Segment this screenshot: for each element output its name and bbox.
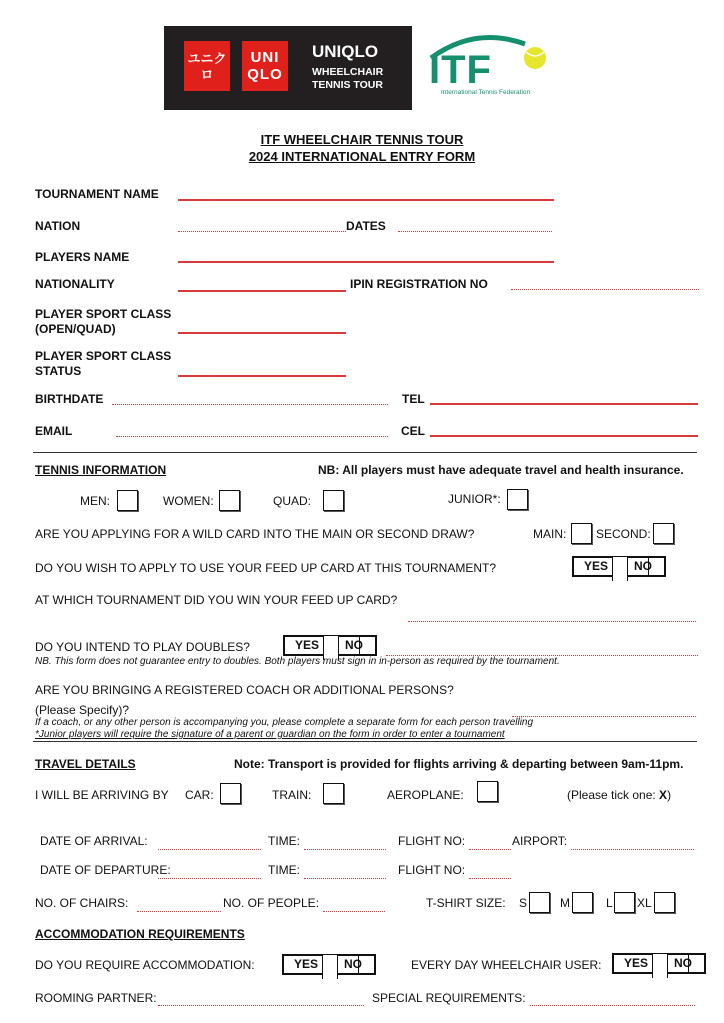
size-s-checkbox[interactable] <box>529 892 550 913</box>
tournament-name-field[interactable] <box>178 199 554 201</box>
main-label: MAIN: <box>533 527 567 541</box>
women-label: WOMEN: <box>163 494 214 508</box>
uniqlo-latin-mark: UNI QLO <box>242 41 288 91</box>
ipin-field[interactable] <box>511 289 699 290</box>
doubles-no-label: NO <box>345 638 363 652</box>
email-label: EMAIL <box>35 424 73 438</box>
quad-label: QUAD: <box>273 494 312 508</box>
specify-field[interactable] <box>512 716 696 717</box>
birthdate-label: BIRTHDATE <box>35 392 104 406</box>
special-requirements-field[interactable] <box>530 1005 695 1006</box>
itf-letters: ITF <box>429 48 492 92</box>
size-l-checkbox[interactable] <box>614 892 635 913</box>
arrival-flight-field[interactable] <box>469 849 511 850</box>
arrival-flight-label: FLIGHT NO: <box>398 834 466 848</box>
train-label: TRAIN: <box>272 788 312 802</box>
class-status-field[interactable] <box>178 375 346 377</box>
arrival-time-label: TIME: <box>268 834 300 848</box>
feedup-yes-checkbox[interactable] <box>612 557 628 581</box>
players-name-label: PLAYERS NAME <box>35 250 130 264</box>
dates-field[interactable] <box>398 231 552 232</box>
birthdate-field[interactable] <box>112 404 388 405</box>
feedup-yes-label: YES <box>584 559 609 573</box>
nationality-field[interactable] <box>178 290 346 292</box>
specify-label: (Please Specify)? <box>35 703 130 717</box>
date-departure-label: DATE OF DEPARTURE: <box>40 863 171 877</box>
tel-field[interactable] <box>430 403 698 405</box>
size-xl-label: XL <box>637 896 652 910</box>
doubles-note: NB. This form does not guarantee entry to doubles. Both players must sign in in-person as required by the tournament. <box>35 656 560 667</box>
second-label: SECOND: <box>596 527 651 541</box>
size-m-checkbox[interactable] <box>572 892 593 913</box>
junior-note: *Junior players will require the signature of a parent or guardian on the form in order to enter a tournament <box>35 729 505 740</box>
airport-label: AIRPORT: <box>512 834 568 848</box>
players-name-field[interactable] <box>178 261 554 263</box>
section-divider <box>33 741 697 742</box>
junior-checkbox[interactable] <box>507 489 528 510</box>
feedup-yes-no <box>572 556 666 577</box>
car-label: CAR: <box>185 788 214 802</box>
cel-label: CEL <box>401 424 425 438</box>
transport-note: Note: Transport is provided for flights arriving & departing between 9am-11pm. <box>234 757 684 771</box>
uniqlo-sub-text: WHEELCHAIR TENNIS TOUR <box>312 66 384 91</box>
doubles-yes-label: YES <box>295 638 320 652</box>
aeroplane-label: AEROPLANE: <box>387 788 464 802</box>
rooming-partner-field[interactable] <box>158 1005 364 1006</box>
itf-caption: International Tennis Federation <box>441 89 531 96</box>
tel-label: TEL <box>402 392 425 406</box>
aeroplane-checkbox[interactable] <box>477 781 498 802</box>
accommodation-yes-label: YES <box>294 957 319 971</box>
date-departure-field[interactable] <box>158 878 261 879</box>
sport-class-label: PLAYER SPORT CLASS (OPEN/QUAD) <box>35 307 172 336</box>
wheelchair-yes-no <box>612 953 706 974</box>
feedup-question: DO YOU WISH TO APPLY TO USE YOUR FEED UP CARD AT THIS TOURNAMENT? <box>35 561 497 575</box>
cel-field[interactable] <box>430 435 698 437</box>
wheelchair-yes-label: YES <box>624 956 649 970</box>
men-checkbox[interactable] <box>117 490 138 511</box>
quad-checkbox[interactable] <box>323 490 344 511</box>
travel-heading: TRAVEL DETAILS <box>35 757 136 771</box>
train-checkbox[interactable] <box>323 783 344 804</box>
coach-note: If a coach, or any other person is accompanying you, please complete a separate form for each person travelling <box>35 717 534 728</box>
junior-label: JUNIOR*: <box>448 492 501 506</box>
ipin-label: IPIN REGISTRATION NO <box>350 277 488 291</box>
wheelchair-no-label: NO <box>674 956 692 970</box>
car-checkbox[interactable] <box>220 783 241 804</box>
size-m-label: M <box>560 896 570 910</box>
date-arrival-field[interactable] <box>158 849 261 850</box>
second-draw-checkbox[interactable] <box>653 523 674 544</box>
class-status-label: PLAYER SPORT CLASS STATUS <box>35 349 172 378</box>
airport-field[interactable] <box>571 849 694 850</box>
departure-flight-field[interactable] <box>469 878 511 879</box>
women-checkbox[interactable] <box>219 490 240 511</box>
insurance-note: NB: All players must have adequate travel and health insurance. <box>318 463 684 477</box>
men-label: MEN: <box>80 494 110 508</box>
feedup-where-field[interactable] <box>408 621 696 622</box>
special-requirements-label: SPECIAL REQUIREMENTS: <box>372 991 526 1005</box>
size-xl-checkbox[interactable] <box>654 892 675 913</box>
accommodation-yes-no <box>282 954 376 975</box>
dates-label: DATES <box>346 219 386 233</box>
itf-logo <box>425 22 555 112</box>
uniqlo-katakana-mark: ユニクロ <box>184 41 230 91</box>
require-accommodation-question: DO YOU REQUIRE ACCOMMODATION: <box>35 958 255 972</box>
form-title: ITF WHEELCHAIR TENNIS TOUR 2024 INTERNATIONAL ENTRY FORM <box>248 132 476 164</box>
wheelchair-user-question: EVERY DAY WHEELCHAIR USER: <box>411 958 602 972</box>
people-field[interactable] <box>323 911 385 912</box>
date-arrival-label: DATE OF ARRIVAL: <box>40 834 148 848</box>
accommodation-no-label: NO <box>344 957 362 971</box>
chairs-field[interactable] <box>137 911 221 912</box>
feedup-no-label: NO <box>634 559 652 573</box>
wheelchair-yes-checkbox[interactable] <box>652 954 668 978</box>
accommodation-heading: ACCOMMODATION REQUIREMENTS <box>35 927 245 941</box>
chairs-label: NO. OF CHAIRS: <box>35 896 129 910</box>
tshirt-label: T-SHIRT SIZE: <box>426 896 506 910</box>
arrival-time-field[interactable] <box>304 849 386 850</box>
size-s-label: S <box>519 896 528 910</box>
doubles-question: DO YOU INTEND TO PLAY DOUBLES? <box>35 640 250 654</box>
nation-label: NATION <box>35 219 81 233</box>
departure-flight-label: FLIGHT NO: <box>398 863 466 877</box>
email-field[interactable] <box>116 436 388 437</box>
departure-time-field[interactable] <box>304 878 386 879</box>
coach-question: ARE YOU BRINGING A REGISTERED COACH OR ADDITIONAL PERSONS? <box>35 683 454 697</box>
sport-class-field[interactable] <box>178 332 346 334</box>
size-l-label: L <box>606 896 613 910</box>
arriving-by-label: I WILL BE ARRIVING BY <box>35 788 169 802</box>
tournament-name-label: TOURNAMENT NAME <box>35 187 159 201</box>
section-divider <box>33 452 697 453</box>
main-draw-checkbox[interactable] <box>571 523 592 544</box>
wildcard-question: ARE YOU APPLYING FOR A WILD CARD INTO THE MAIN OR SECOND DRAW? <box>35 527 475 541</box>
feedup-where-question: AT WHICH TOURNAMENT DID YOU WIN YOUR FEED UP CARD? <box>35 593 398 607</box>
uniqlo-brand-text: UNIQLO <box>312 42 379 61</box>
departure-time-label: TIME: <box>268 863 300 877</box>
tennis-info-heading: TENNIS INFORMATION <box>35 463 167 477</box>
tick-instruction: (Please tick one: X) <box>567 788 672 802</box>
nationality-label: NATIONALITY <box>35 277 115 291</box>
people-label: NO. OF PEOPLE: <box>223 896 320 910</box>
nation-field[interactable] <box>178 231 346 232</box>
rooming-partner-label: ROOMING PARTNER: <box>35 991 157 1005</box>
doubles-yes-no <box>283 635 377 656</box>
accommodation-yes-checkbox[interactable] <box>322 955 338 979</box>
uniqlo-wheelchair-tennis-logo <box>164 26 412 110</box>
